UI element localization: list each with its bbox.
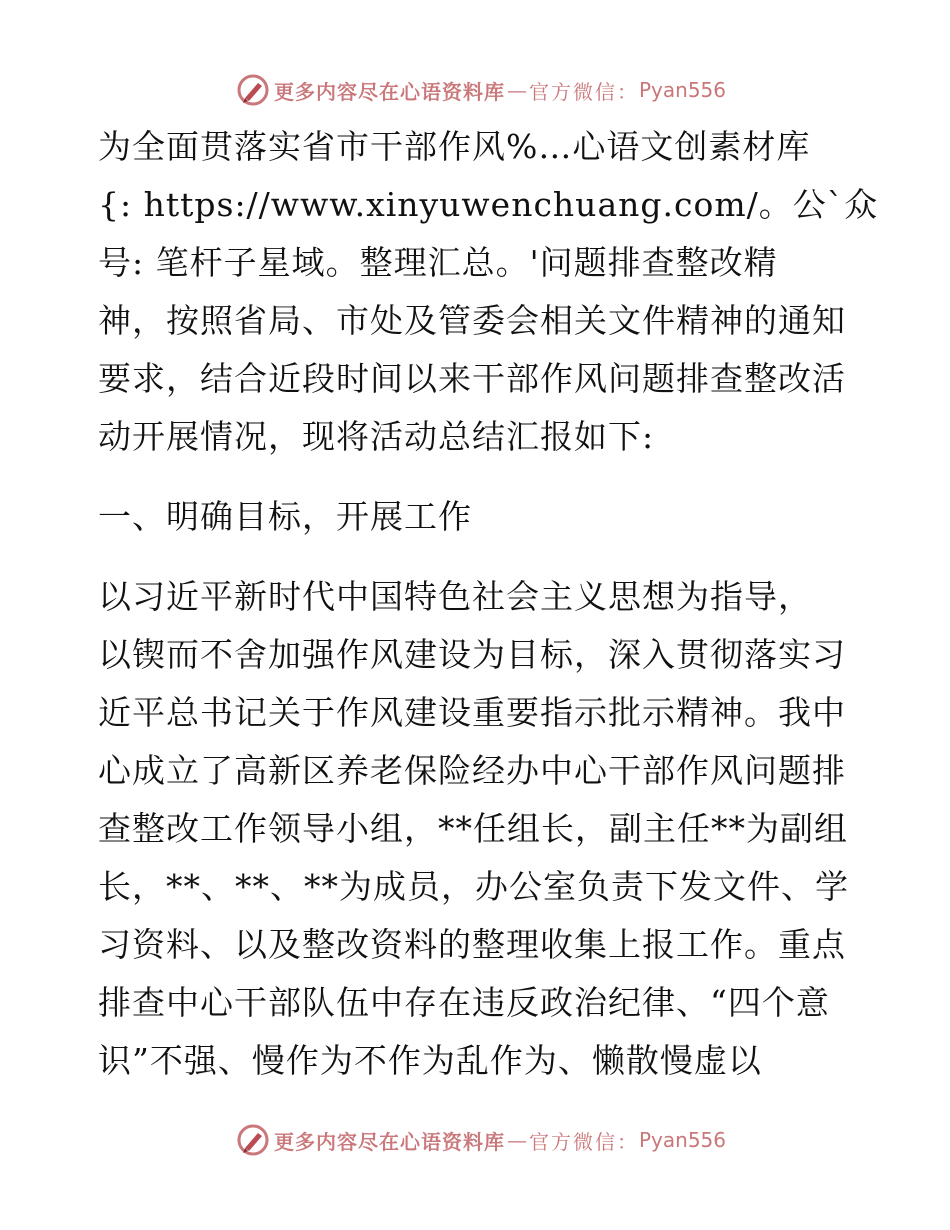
document-body: [98, 118, 879, 1090]
body-line: 心成立了高新区养老保险经办中心干部作风问题排: [98, 751, 846, 790]
body-line: 识”不强、慢作为不作为乱作为、懒散慢虚以: [98, 1041, 762, 1080]
body-line: 以锲而不舍加强作风建设为目标，深入贯彻落实习: [98, 635, 846, 674]
intro-line: 为全面贯落实省市干部作风%…心语文创素材库: [98, 127, 811, 166]
paragraph-gap: [98, 466, 858, 488]
body-line: 以习近平新时代中国特色社会主义思想为指导，: [98, 577, 812, 616]
banner-site-name: 更多内容尽在心语资料库: [274, 1129, 505, 1154]
pen-logo-icon: [236, 1123, 270, 1157]
header-banner: [236, 72, 726, 108]
footer-banner: [236, 1122, 726, 1158]
body-line: 排查中心干部队伍中存在违反政治纪律、“四个意: [98, 983, 830, 1022]
body-line: 查整改工作领导小组，**任组长，副主任**为副组: [98, 809, 848, 848]
banner-separator: —: [507, 78, 527, 102]
banner-separator: —: [507, 1128, 527, 1152]
banner-wechat-id: Pyan556: [639, 78, 727, 102]
body-line: 长，**、**、**为成员，办公室负责下发文件、学: [98, 867, 849, 906]
banner-site-name: 更多内容尽在心语资料库: [274, 79, 505, 104]
banner-wechat-label: 官方微信：: [529, 79, 639, 104]
intro-line: 动开展情况，现将活动总结汇报如下:: [98, 417, 655, 456]
banner-wechat-id: Pyan556: [639, 1128, 727, 1152]
intro-line: 要求，结合近段时间以来干部作风问题排查整改活: [98, 359, 846, 398]
banner-wechat-label: 官方微信：: [529, 1129, 639, 1154]
body-line: 近平总书记关于作风建设重要指示批示精神。我中: [98, 693, 846, 732]
paragraph-gap: [98, 546, 858, 568]
pen-logo-icon: [236, 73, 270, 107]
section-heading: 一、明确目标，开展工作: [98, 497, 472, 536]
body-line: 习资料、以及整改资料的整理收集上报工作。重点: [98, 925, 846, 964]
intro-line: {: https://www.xinyuwenchuang.com/。公`众: [98, 185, 879, 224]
intro-line: 号: 笔杆子星域。整理汇总。'问题排查整改精: [98, 243, 778, 282]
intro-line: 神，按照省局、市处及管委会相关文件精神的通知: [98, 301, 846, 340]
